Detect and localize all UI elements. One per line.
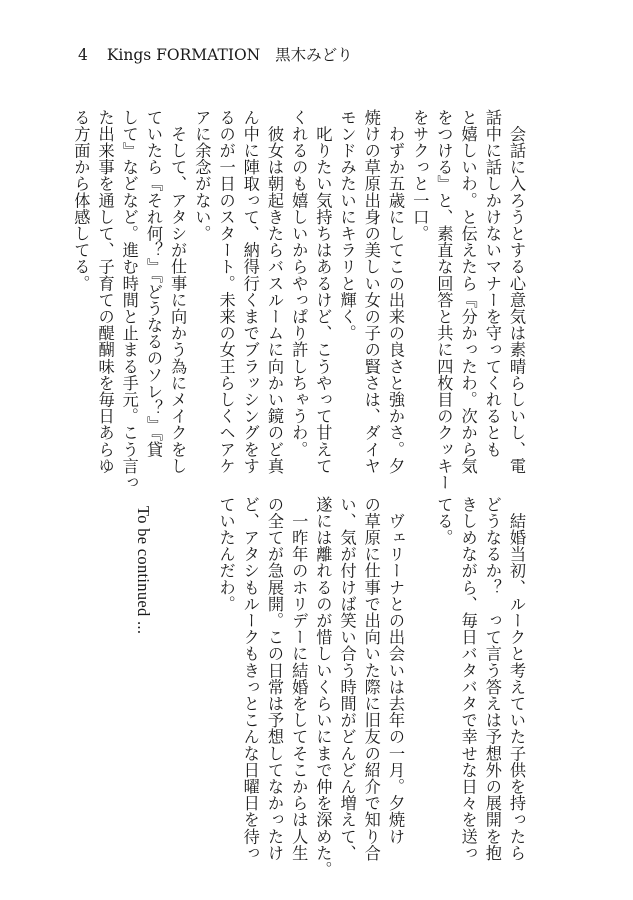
text-line: きしめながら、毎日バタバタで幸せな日々を送っ — [458, 496, 478, 862]
text-line: ていたんだわ。 — [216, 496, 236, 613]
text-line: た出来事を通して、子育ての醍醐味を毎日あらゆ — [95, 109, 115, 475]
text-line: をサクっと一口。 — [410, 109, 430, 242]
lower-text-block — [213, 496, 528, 878]
text-line: ど、アタシもルークもきっとこんな日曜日を待っ — [240, 496, 260, 862]
text-line: そして、アタシが仕事に向かう為にメイクをし — [168, 109, 188, 475]
text-line: 焼けの草原出身の美しい女の子の賢さは、ダイヤ — [361, 109, 381, 475]
text-line: てる。 — [434, 496, 454, 546]
author-name: 黒木みどり — [275, 46, 353, 64]
text-line: ヴェリーナとの出会いは去年の一月。夕焼け — [385, 496, 405, 845]
running-header — [78, 45, 353, 65]
text-line: くれるのも嬉しいからやっぱり許しちゃうわ。 — [289, 109, 309, 458]
text-line: の草原に仕事で出向いた際に旧友の紹介で知り合 — [361, 496, 381, 862]
text-line: る方面から体感してる。 — [71, 109, 91, 292]
to-be-continued: To be continued ... — [134, 506, 153, 635]
text-line: をつける』と、素直な回答と共に四枚目のクッキー — [434, 109, 454, 491]
text-line — [407, 496, 431, 836]
text-line: と嬉しいわ。と伝えたら『分かったわ。次から気 — [458, 109, 478, 475]
upper-text-block — [68, 109, 528, 491]
text-line: るのが一日のスタート。未来の女王らしくヘアケ — [216, 109, 236, 475]
text-line: して』などなど。進む時間と止まる手元。こう言っ — [119, 109, 139, 491]
text-line: 遂には離れるのが惜しいくらいにまで仲を深めた。 — [313, 496, 333, 878]
page-number: 4 — [78, 46, 88, 64]
text-line: 一昨年のホリデーに結婚をしてそこからは人生 — [289, 496, 309, 862]
text-line: の全てが急展開。この日常は予想してなかったけ — [264, 496, 284, 862]
text-line: 結婚当初、ルークと考えていた子供を持ったら — [507, 496, 526, 862]
text-line: ていたら『それ何？』『どうなるのソレ？』『貸 — [143, 109, 163, 458]
text-line: 彼女は朝起きたらバスルームに向かい鏡のど真 — [264, 109, 284, 475]
text-line: モンドみたいにキラリと輝く。 — [337, 109, 357, 342]
text-line: ん中に陣取って、納得行くまでブラッシングをす — [240, 109, 260, 475]
text-line: わずか五歳にしてこの出来の良さと強かさ。夕 — [385, 109, 405, 475]
text-line: 会話に入ろうとする心意気は素晴らしいし、電 — [507, 109, 526, 475]
magazine-title: Kings FORMATION — [106, 46, 261, 64]
text-line: アに余念がない。 — [192, 109, 212, 242]
text-line: 叱りたい気持ちはあるけど、こうやって甘えて — [313, 109, 333, 475]
text-line: い、気が付けば笑い合う時間がどんどん増えて、 — [337, 496, 357, 862]
text-line: どうなるか？ って言う答えは予想外の展開を抱 — [482, 496, 502, 862]
text-line: 話中に話しかけないマナーを守ってくれるとも — [482, 109, 502, 458]
